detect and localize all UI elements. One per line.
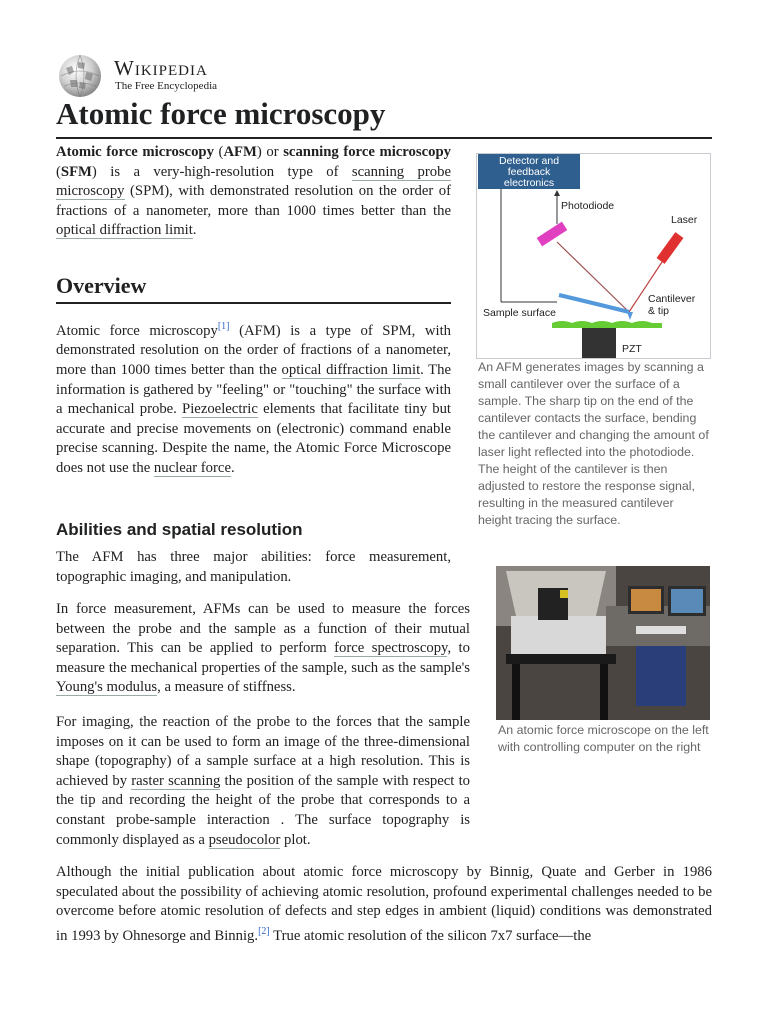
figure2-caption: An atomic force microscope on the left with controlling computer on the right [498,723,709,754]
abilities-text: plot. [280,831,311,848]
signal-arrowhead [554,190,560,196]
cantilever-label-1: Cantilever [648,293,696,305]
link-pseudocolor[interactable]: pseudocolor [208,831,281,848]
abilities-text: , to measure the mechanical properties of the sample, such as the sample's [56,640,470,676]
link-optical-diffraction-limit[interactable]: optical diffraction limit [281,362,421,379]
link-nuclear-force[interactable]: nuclear force [153,460,231,477]
citation-link[interactable]: [1] [217,321,230,332]
link-force-spectroscopy[interactable]: force spectroscopy [334,640,448,657]
abilities-paragraph-3 [56,713,712,850]
afm-label [560,590,568,598]
table-leg [512,664,520,720]
table-top [506,654,616,664]
wordmark-title[interactable]: Wikipedia [114,56,208,80]
cantilever-tip [627,312,633,320]
laser-label: Laser [671,214,698,226]
pzt-stage [582,328,616,358]
afm-photo[interactable] [496,566,710,720]
abilities-text: In force measurement, AFMs can be used to measure the forces between the probe and the sample as a function of their mutual separation. This can be applied to perform [56,601,470,657]
afm-diagram[interactable] [476,153,711,359]
overview-text: . The information is gathered by "feeling" or "touching" the surface with a mechanical probe. [56,362,451,418]
intro-bold-term: scanning force microscopy [283,144,451,160]
overview-text: elements that facilitate tiny but accurate and precise movements on (electronic) command enable precise scanning. Despite the name, the Atomic Force Microscope does not use the [56,401,451,477]
figure1-caption: An AFM generates images by scanning a small cantilever over the surface of a sample. The sharp tip on the end of the cantilever contacts the surface, bending the cantilever and changing the amount of laser light reflected into the photodiode. The height of the cantilever is then adjusted to restore the response signal, resulting in the measured cantilever height tracing the surface. [478,360,709,527]
overview-text: Atomic force microscopy [56,322,218,339]
title-divider [56,137,712,139]
link-youngs-modulus[interactable]: Young's modulus [56,679,158,696]
section-heading-overview: Overview [56,273,147,298]
detector-label-2: feedback [507,166,551,178]
intro-bold-term: SFM [60,163,92,180]
wikipedia-globe-logo[interactable] [56,54,104,98]
photodiode-label: Photodiode [561,200,615,212]
intro-bold-term: Atomic force microscopy [56,144,214,160]
abilities-text: True atomic resolution of the silicon 7x7 surface—the [269,927,592,944]
wordmark-subtitle: The Free Encyclopedia [115,80,218,92]
intro-text: ) is a very-high-resolution type of [91,163,352,180]
intro-text: ) or [256,144,284,160]
abilities-text: the position of the sample with respect to the tip and recording the height of the probe that corresponds to a constant probe-sample interaction . The surface topography is commonly displayed as a [56,772,471,848]
section-heading-abilities: Abilities and spatial resolution [56,520,303,539]
abilities-text: For imaging, the reaction of the probe to the forces that the sample imposes on it can be used to form an image of the three-dimensional shape (topography) of a sample surface at a high resolution. This is achieved by [56,714,470,789]
intro-text: . [192,222,197,239]
abilities-paragraph-2 [56,600,470,698]
overview-text: (AFM) is a type of SPM, with demonstrated resolution on the order of fractions of a nanometer, more than 1000 times better than the [56,322,451,379]
link-optical-diffraction-limit[interactable]: optical diffraction limit [56,222,193,239]
detector-label-1: Detector and [498,155,560,167]
monitor-left-screen [631,589,661,611]
detector-label-3: electronics [503,177,555,189]
sample-surface-label: Sample surface [483,307,556,319]
monitor-right-screen [671,589,703,613]
citation-link[interactable]: [2] [258,925,270,937]
cantilever [559,295,629,312]
intro-text: (SPM), with demonstrated resolution on the order of fractions of a nanometer, more than 1000 times better than the [56,183,451,219]
photodiode-sensor [537,222,568,247]
abilities-paragraph-4 [56,863,712,946]
intro-bold-term: AFM [223,144,257,160]
abilities-text: Although the initial publication about atomic force microscopy by Binnig, Quate and Gerber in 1986 speculated about the possibility of achieving atomic resolution, profound experimental challenges needed to be overcome before atomic resolution of defects and step edges in ambient (liquid) conditions was demonstrated in 1993 by Ohnesorge and Binnig. [56,864,712,944]
afm-enclosure [511,616,606,656]
intro-text: ( [56,163,61,180]
office-chair [636,646,686,706]
keyboard [636,626,686,634]
cantilever-label-2: & tip [648,305,670,317]
link-raster-scanning[interactable]: raster scanning [131,772,221,789]
abilities-text: , a measure of stiffness. [157,679,296,696]
intro-paragraph [56,143,451,241]
abilities-paragraph-1: The AFM has three major abilities: force measurement, topographic imaging, and manipulation. [56,549,451,585]
link-scanning-probe-microscopy[interactable]: scanning probe microscopy [56,163,451,200]
pzt-label: PZT [622,343,642,355]
sample-surface [552,321,662,328]
overview-text: . [230,460,235,477]
page-title: Atomic force microscopy [56,96,386,131]
table-leg [600,664,608,720]
section-divider [56,302,451,304]
intro-text: ( [213,144,224,160]
float-spacer [470,713,712,813]
laser-source [657,232,684,264]
link-piezoelectric[interactable]: Piezoelectric [182,401,258,418]
overview-paragraph [56,317,451,479]
